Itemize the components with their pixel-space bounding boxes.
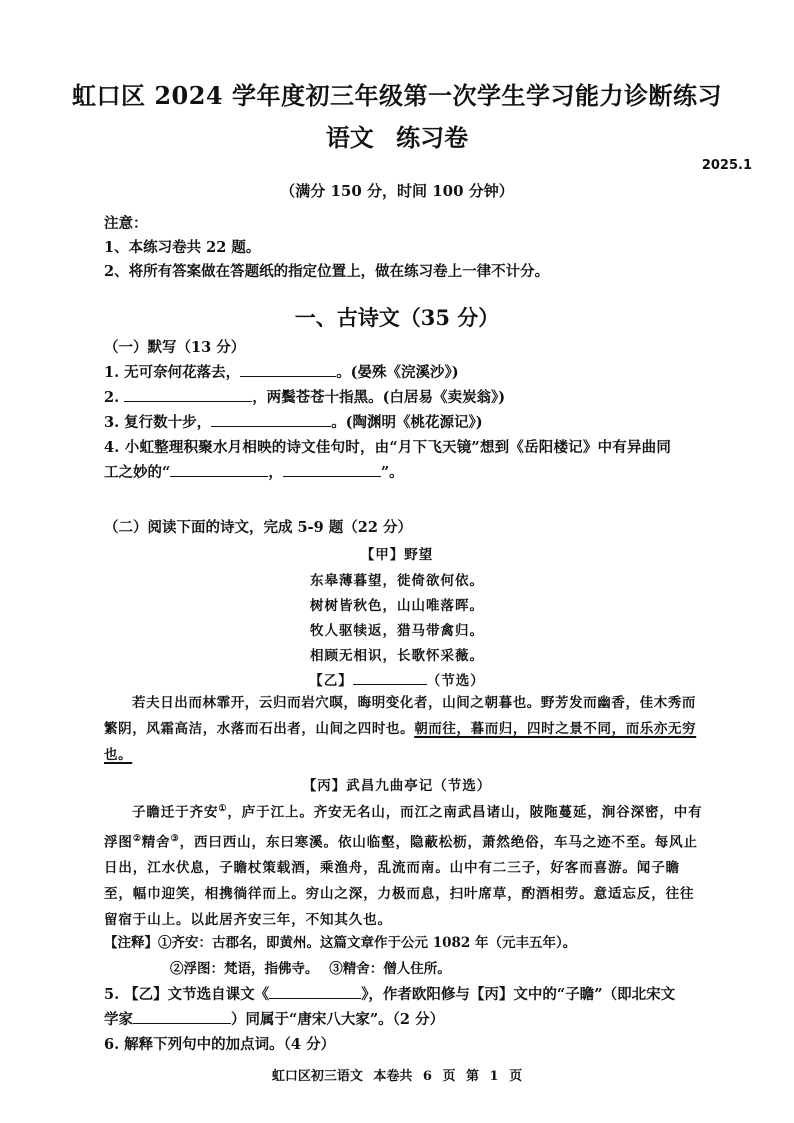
poem-line: 东皋薄暮望，徙倚欲何依。 xyxy=(310,573,484,589)
q1-source: 。(晏殊《浣溪沙》) xyxy=(336,364,459,381)
bing-text: ，庐于江上。齐安无名山，而江之南武昌诸山，陂陁蔓延，涧谷深密，中有浮图 xyxy=(104,804,703,850)
q2-blank[interactable] xyxy=(124,387,252,402)
question-3 xyxy=(104,411,483,432)
bing-text: ，西曰西山，东曰寒溪。依山临壑，隐蔽松枥，萧然绝俗，车马之迹不至。每风止日出，江水伏息，子瞻杖策载酒，乘渔舟，乱流而南。山中有二三子，好客而喜游。闻子瞻至，幅巾迎笑，相携徜徉而上。穷山之深，力极而息，扫叶席草，酌酒相劳。意适忘反，往往留宿于山上。以此居齐安三年，不知其久也。 xyxy=(104,834,698,928)
q3-source: 。(陶渊明《桃花源记》) xyxy=(331,414,483,431)
question-4-line2 xyxy=(104,461,404,482)
q2-number: 2. xyxy=(104,389,125,406)
q5-text-end: ）同属于“唐宋八大家”。（2 分） xyxy=(231,1011,445,1028)
section-title: 一、古诗文（35 分） xyxy=(294,305,500,330)
yi-underlined-text: 朝而往，暮而归，四时之景不同，而乐亦无穷也。 xyxy=(104,721,697,763)
yi-suffix: （节选） xyxy=(426,673,485,689)
bing-title: 【丙】武昌九曲亭记（节选） xyxy=(302,778,492,794)
exam-date: 2025.1 xyxy=(701,158,752,173)
note-ref-1: ① xyxy=(218,804,228,814)
poem-line: 牧人驱犊返，猎马带禽归。 xyxy=(310,623,484,639)
question-4-line1: 4. 小虹整理积聚水月相映的诗文佳句时，由“月下飞天镜”想到《岳阳楼记》中有异曲同 xyxy=(104,439,672,456)
yi-label: 【乙】 xyxy=(309,673,353,689)
yi-heading xyxy=(0,669,794,689)
poem-line: 树树皆秋色，山山唯落晖。 xyxy=(310,598,484,614)
notes-line-2: ②浮图：梵语，指佛寺。 ③精舍：僧人住所。 xyxy=(170,961,451,977)
score-time-info: （满分 150 分，时间 100 分钟） xyxy=(280,182,514,200)
note-ref-3: ③ xyxy=(170,833,180,844)
question-5-line2 xyxy=(104,1008,444,1029)
part1-heading: （一）默写（13 分） xyxy=(104,339,246,356)
bing-text: 子瞻迁于齐安 xyxy=(132,804,219,821)
q5-blank-2[interactable] xyxy=(133,1009,231,1024)
q5-text-2: 学家 xyxy=(104,1011,133,1028)
q2-text: ，两鬓苍苍十指黑。(白居易《卖炭翁》) xyxy=(252,389,506,406)
q3-text: 3. 复行数十步， xyxy=(104,414,212,431)
question-2 xyxy=(104,386,505,407)
notice-label: 注意： xyxy=(104,215,148,232)
q4-end: ”。 xyxy=(380,464,404,481)
poem-title: 【甲】野望 xyxy=(360,547,434,563)
bing-passage xyxy=(104,796,704,933)
page-footer: 虹口区初三语文 本卷共 6 页 第 1 页 xyxy=(271,1069,523,1084)
q4-text: 工之妙的“ xyxy=(104,464,171,481)
q4-blank-2[interactable] xyxy=(283,462,381,477)
question-1 xyxy=(104,361,459,382)
yi-title-blank[interactable] xyxy=(353,670,427,685)
question-5-line1 xyxy=(104,983,675,1004)
part2-heading: （二）阅读下面的诗文，完成 5-9 题（22 分） xyxy=(104,519,413,536)
notice-item-2: 2、将所有答案做在答题纸的指定位置上，做在练习卷上一律不计分。 xyxy=(104,263,550,280)
q5-blank-1[interactable] xyxy=(269,984,361,999)
q5-text: 5. 【乙】文节选自课文《 xyxy=(104,986,270,1003)
q1-text: 1. 无可奈何花落去， xyxy=(104,364,241,381)
exam-subtitle: 语文 练习卷 xyxy=(325,123,469,152)
q5-text-mid: 》，作者欧阳修与【丙】文中的“子瞻”（即北宋文 xyxy=(361,986,676,1003)
question-6: 6. 解释下列句中的加点词。（4 分） xyxy=(104,1036,336,1053)
yi-passage xyxy=(104,690,704,768)
bing-text: 精舍 xyxy=(141,834,171,850)
note-ref-2: ② xyxy=(132,833,142,844)
notice-item-1: 1、本练习卷共 22 题。 xyxy=(104,239,261,256)
poem-line: 相顾无相识，长歌怀采薇。 xyxy=(310,648,484,664)
q1-blank[interactable] xyxy=(240,362,336,377)
notes-line-1: 【注释】①齐安：古郡名，即黄州。这篇文章作于公元 1082 年（元丰五年）。 xyxy=(104,935,577,951)
yi-text: 若夫日出而林霏开，云归而岩穴暝，晦明变化者，山间之朝暮也。野芳发而幽香，佳木秀而繁阴，风霜高洁，水落而石出者，山间之四时也。 xyxy=(104,695,696,737)
exam-title: 虹口区 2024 学年度初三年级第一次学生学习能力诊断练习 xyxy=(71,81,722,110)
q4-comma: ， xyxy=(268,464,283,481)
q4-blank-1[interactable] xyxy=(170,462,268,477)
q3-blank[interactable] xyxy=(211,412,331,427)
